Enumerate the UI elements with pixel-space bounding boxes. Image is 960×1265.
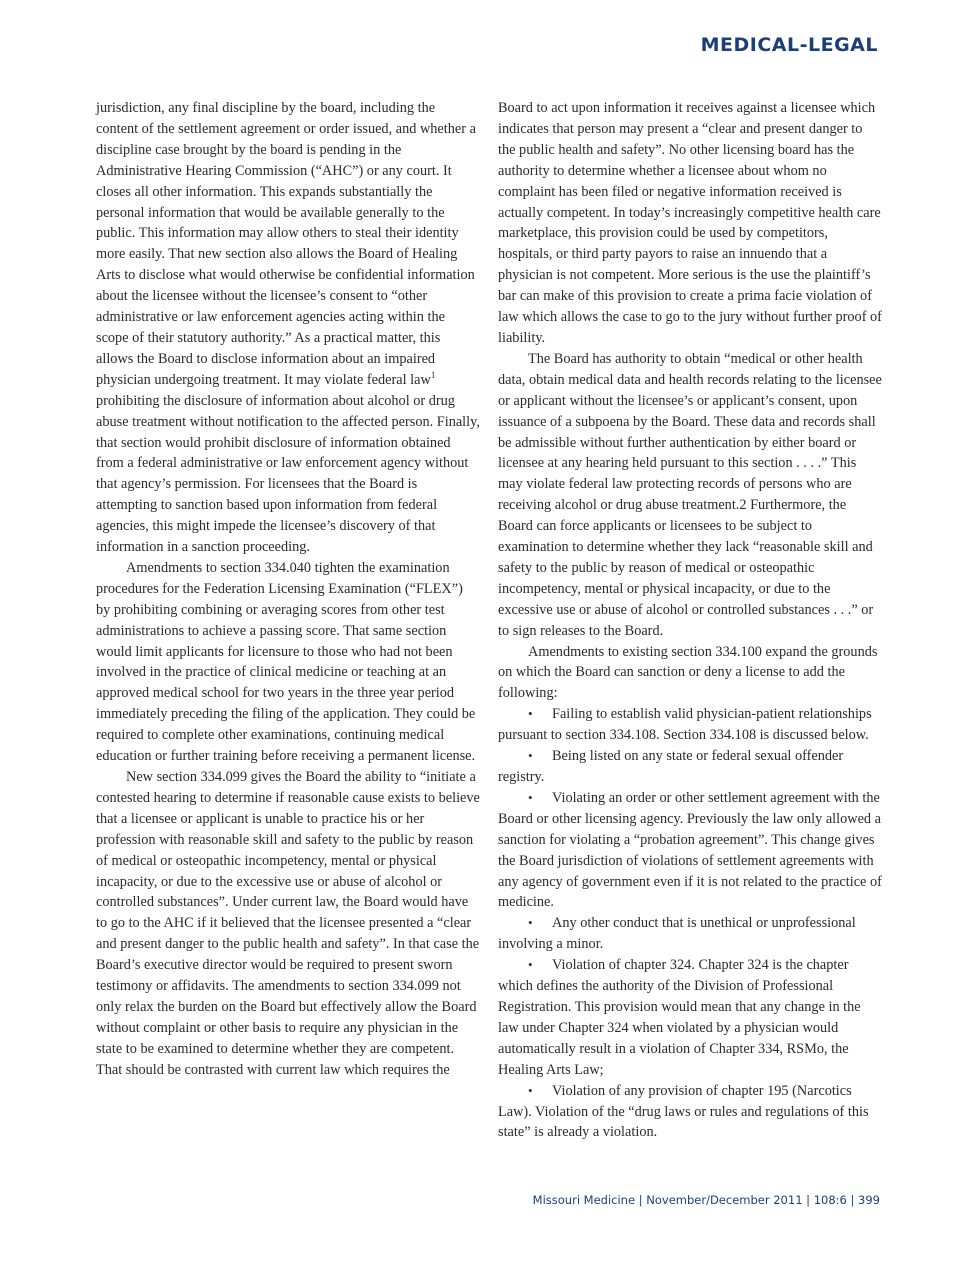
page-number: 399 (858, 1193, 880, 1207)
list-item: • Failing to establish valid physician-patient relationships pursuant to section 334.108. Section 334.108 is discussed below. (498, 706, 872, 744)
list-item: • Any other conduct that is unethical or unprofessional involving a minor. (498, 915, 856, 953)
page-footer (533, 1193, 880, 1207)
footnote-ref-1[interactable]: 1 (430, 370, 436, 381)
left-paragraph-3: New section 334.099 gives the Board the ability to “initiate a contested hearing to determine if reasonable cause exists to believe that a licensee or applicant is unable to practice his or her profession with reasonable skill and safety to the public by reason of medical or osteopathic incompetency, mental or physical incapacity, or due to the excessive use or abuse of alcohol or controlled substances”. Under current law, the Board would have to go to the AHC if it believed that the licensee presented a “clear and present danger to the public health and safety”. In that case the Board’s executive director would be required to present sworn testimony or affidavits. The amendments to section 334.099 not only relax the burden on the Board but effectively allow the Board without complaint or other basis to require any physician in the state to be examined to determine whether they are competent. That should be contrasted with current law which requires the (96, 769, 480, 1078)
bullet-icon: • (528, 957, 533, 973)
list-item: • Violation of chapter 324. Chapter 324 is the chapter which defines the authority of the Division of Professional Registration. This provision would mean that any change in the law under Chapter 324 when violated by a physician would automatically result in a violation of Chapter 334, RSMo, the Healing Arts Law; (498, 957, 861, 1078)
bullet-icon: • (528, 1082, 533, 1098)
right-paragraph-1: Board to act upon information it receives against a licensee which indicates that person may present a “clear and present danger to the public health and safety”. No other licensing board has the authority to determine whether a licensee about whom no complaint has been filed or negative information received is actually competent. In today’s increasingly competitive health care marketplace, this provision could be used by competitors, hospitals, or third party payors to raise an innuendo that a physician is not competent. More serious is the use the plaintiff’s bar can make of this provision to create a prima facie violation of law which allows the case to go to the jury without further proof of liability. (498, 100, 882, 346)
section-label: MEDICAL-LEGAL (700, 34, 878, 56)
left-paragraph-2: Amendments to section 334.040 tighten the examination procedures for the Federation Licensing Examination (“FLEX”) by prohibiting combining or averaging scores from other test administrations to achieve a passing score. That same section would limit applicants for licensure to those who had not been involved in the practice of clinical medicine or teaching at an approved medical school for two years in the three year period immediately preceding the filing of the application. They could be required to complete other examinations, continuing medical education or further training before receiving a permanent license. (96, 559, 476, 765)
bullet-icon: • (528, 706, 533, 722)
footer-separator: | (802, 1193, 814, 1207)
right-paragraph-2: The Board has authority to obtain “medical or other health data, obtain medical data and health records relating to the licensee or applicant without the licensee’s or applicant’s consent, upon issuance of a subpoena by the Board. These data and records shall be admissible without further authentication by either board or licensee at any hearing held pursuant to this section . . . .” This may violate federal law protecting records of persons who are receiving alcohol or drug abuse treatment.2 Furthermore, the Board can force applicants or licensees to be subject to examination to determine whether they lack “reasonable skill and safety to the public by reason of medical or osteopathic incompetency, mental or physical incapacity, or due to the excessive use or abuse of alcohol or controlled substances . . .” or to sign releases to the Board. (498, 350, 882, 639)
right-paragraph-3: Amendments to existing section 334.100 expand the grounds on which the Board can sanction or deny a license to add the following: (498, 643, 878, 702)
bullet-icon: • (528, 915, 533, 931)
list-item: • Violation of any provision of chapter 195 (Narcotics Law). Violation of the “drug laws or rules and regulations of this state” is already a violation. (498, 1082, 869, 1141)
issue-date: November/December 2011 (646, 1193, 803, 1207)
list-item: • Being listed on any state or federal sexual offender registry. (498, 748, 844, 785)
left-column (96, 98, 480, 1081)
footer-separator: | (635, 1193, 647, 1207)
journal-name: Missouri Medicine (532, 1193, 636, 1207)
right-column (498, 98, 882, 1143)
bullet-icon: • (528, 748, 533, 764)
left-paragraph-1: jurisdiction, any final discipline by the board, including the content of the settlement agreement or order issued, and whether a discipline case brought by the board is pending in the Administrative Hearing Commission (“AHC”) or any court. It closes all other information. This expands substantially the personal information that would be available generally to the public. This information may allow others to steal their identity more easily. That new section also allows the Board of Healing Arts to disclose what would otherwise be confidential information about the licensee without the licensee’s consent to “other administrative or law enforcement agencies acting within the scope of their statutory authority.” As a practical matter, this allows the Board to disclose information about an impaired physician undergoing treatment. It may violate federal law$^1$ prohibiting the disclosure of information about alcohol or drug abuse treatment without notification to the affected person. Finally, that section would prohibit disclosure of information obtained from a federal administrative or law enforcement agency without that agency’s permission. For licensees that the Board is attempting to sanction based upon information from federal agencies, this might impede the licensee’s discovery of that information in a sanction proceeding. (96, 100, 480, 556)
footer-separator: | (846, 1193, 859, 1207)
bullet-icon: • (528, 789, 533, 805)
volume-number: 108:6 (813, 1193, 847, 1207)
list-item: • Violating an order or other settlement agreement with the Board or other licensing agency. Previously the law only allowed a sanction for violating a “probation agreement”. This change gives the Board jurisdiction of violations of settlement agreements with any agency of government even if it is not related to the practice of medicine. (498, 789, 882, 911)
